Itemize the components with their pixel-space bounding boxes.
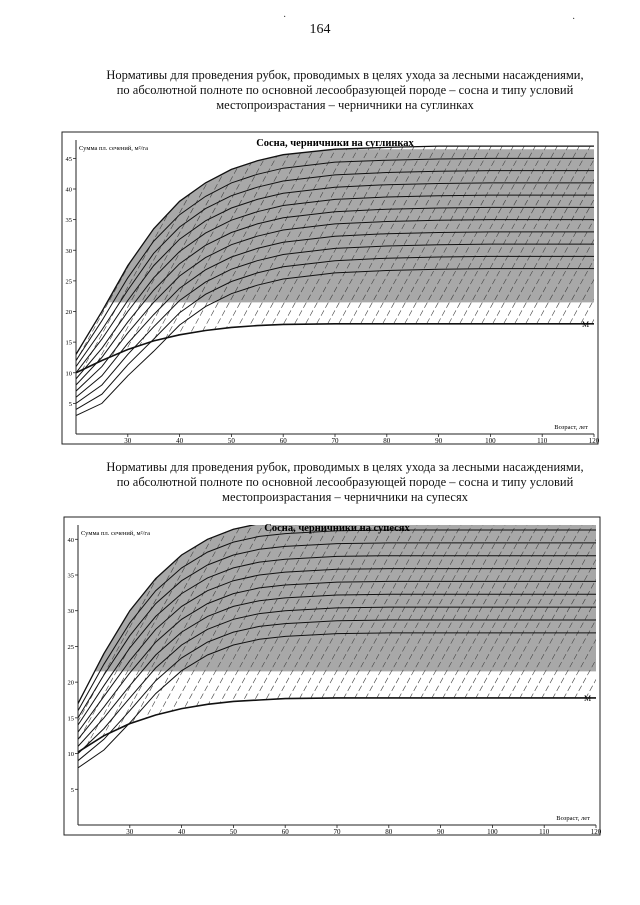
hatch-line xyxy=(604,525,640,825)
x-tick-label: 50 xyxy=(229,828,237,836)
hatch-line xyxy=(619,140,640,434)
hatch-line xyxy=(0,525,65,825)
page-number: 164 xyxy=(309,22,331,37)
scan-mark-right: · xyxy=(572,14,576,25)
hatch-line xyxy=(0,525,54,825)
series-label-M: M xyxy=(582,319,590,329)
x-tick-label: 110 xyxy=(537,437,548,445)
y-tick-label: 40 xyxy=(65,186,72,194)
x-tick-label: 80 xyxy=(385,828,393,836)
caption-line: по абсолютной полноте по основной лесообразующей породе – сосна и типу условий xyxy=(116,83,574,97)
caption-line: местопроизрастания – черничники на супесях xyxy=(222,490,468,504)
y-tick-label: 10 xyxy=(65,370,72,378)
x-tick-label: 90 xyxy=(435,437,443,445)
y-tick-label: 20 xyxy=(65,309,72,316)
y-axis-label: Сумма пл. сечений, м²/га xyxy=(79,145,148,152)
hatch-line xyxy=(0,140,11,434)
y-tick-label: 35 xyxy=(65,217,72,225)
x-tick-label: 60 xyxy=(281,828,289,836)
x-tick-label: 30 xyxy=(126,828,134,836)
x-tick-label: 60 xyxy=(279,437,287,445)
caption-line: по абсолютной полноте по основной лесообразующей породе – сосна и типу условий xyxy=(116,475,574,489)
x-axis-label: Возраст, лет xyxy=(554,424,588,431)
hatch-line xyxy=(0,140,22,434)
y-axis-label: Сумма пл. сечений, м²/га xyxy=(81,530,150,537)
hatch-line xyxy=(615,525,640,825)
x-tick-label: 100 xyxy=(485,437,496,445)
y-tick-label: 35 xyxy=(67,572,74,580)
chart-suglinki xyxy=(62,132,598,444)
x-tick-label: 120 xyxy=(590,828,602,836)
x-tick-label: 50 xyxy=(227,437,235,445)
hatch-line xyxy=(0,140,44,434)
x-axis-label: Возраст, лет xyxy=(556,815,590,822)
chart-supesi xyxy=(64,517,600,835)
y-tick-label: 15 xyxy=(67,715,74,723)
x-tick-label: 70 xyxy=(331,437,339,445)
caption-line: местопроизрастания – черничники на суглинках xyxy=(216,98,474,112)
hatch-line xyxy=(0,140,33,434)
chart-title: Сосна, черничники на супесях xyxy=(264,523,410,534)
y-tick-label: 25 xyxy=(65,278,72,286)
y-tick-label: 30 xyxy=(67,608,74,616)
y-tick-label: 20 xyxy=(67,679,74,687)
x-tick-label: 90 xyxy=(437,828,445,836)
y-tick-label: 5 xyxy=(68,400,72,408)
hatch-line xyxy=(630,140,640,434)
hatch-line xyxy=(626,525,640,825)
hatch-line xyxy=(0,140,55,434)
y-tick-label: 10 xyxy=(67,751,74,759)
caption-supesi xyxy=(80,460,610,505)
x-tick-label: 110 xyxy=(539,828,550,836)
caption-suglinki xyxy=(80,68,610,113)
y-tick-label: 30 xyxy=(65,247,72,255)
hatch-line xyxy=(0,525,32,825)
y-tick-label: 25 xyxy=(67,643,74,651)
caption-line: Нормативы для проведения рубок, проводимых в целях ухода за лесными насаждениями, xyxy=(106,68,584,82)
series-label-M: M xyxy=(584,693,592,703)
x-tick-label: 120 xyxy=(588,437,600,445)
scan-mark-left: · xyxy=(283,12,287,23)
hatch-line xyxy=(0,525,10,825)
hatch-line xyxy=(0,140,66,434)
y-tick-label: 40 xyxy=(67,536,74,544)
hatch-line xyxy=(0,525,43,825)
y-tick-label: 45 xyxy=(65,155,72,163)
hatch-line xyxy=(597,140,640,434)
hatch-line xyxy=(608,140,640,434)
y-tick-label: 5 xyxy=(70,786,74,794)
chart-title: Сосна, черничники на суглинках xyxy=(256,138,414,149)
x-tick-label: 70 xyxy=(333,828,341,836)
x-tick-label: 30 xyxy=(124,437,132,445)
x-tick-label: 80 xyxy=(383,437,391,445)
caption-line: Нормативы для проведения рубок, проводимых в целях ухода за лесными насаждениями, xyxy=(106,460,584,474)
x-tick-label: 40 xyxy=(178,828,186,836)
hatch-line xyxy=(0,525,21,825)
x-tick-label: 40 xyxy=(176,437,184,445)
y-tick-label: 15 xyxy=(65,339,72,347)
x-tick-label: 100 xyxy=(487,828,498,836)
